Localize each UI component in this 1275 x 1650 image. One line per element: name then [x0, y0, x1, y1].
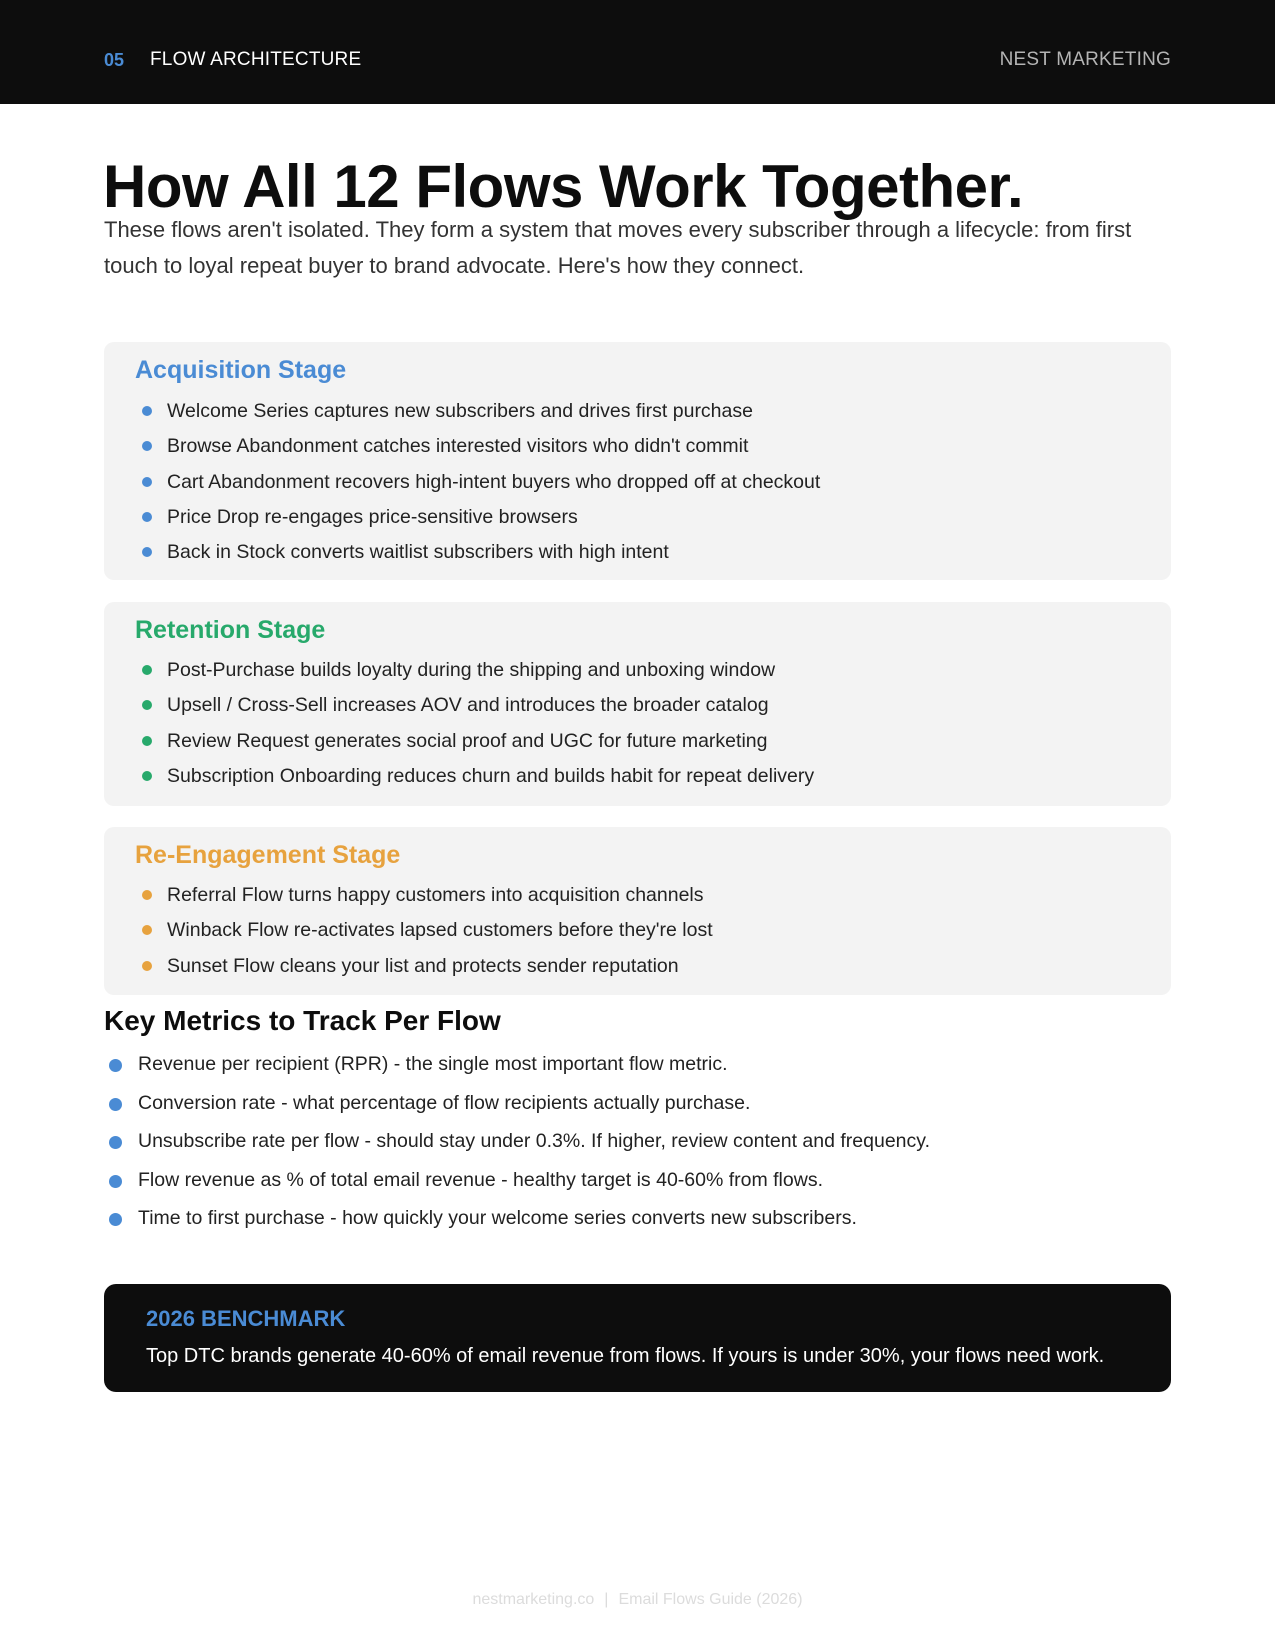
section-number: 05 [104, 50, 125, 70]
metrics-heading: Key Metrics to Track Per Flow [104, 1005, 501, 1036]
list-item: Upsell / Cross-Sell increases AOV and introduces the broader catalog [135, 693, 814, 728]
footer-site: nestmarketing.co [472, 1591, 595, 1608]
stage-list [135, 399, 820, 575]
page-header [0, 0, 1275, 104]
list-item: Revenue per recipient (RPR) - the single most important flow metric. [104, 1052, 930, 1091]
list-item: Sunset Flow cleans your list and protects sender reputation [135, 954, 713, 989]
brand-name: NEST MARKETING [999, 49, 1171, 70]
footer-doc-title: Email Flows Guide (2026) [618, 1591, 803, 1608]
bullet-icon [109, 1098, 122, 1111]
bullet-icon [109, 1213, 122, 1226]
stage-list [135, 658, 814, 799]
bullet-icon [109, 1175, 122, 1188]
bullet-icon [142, 441, 152, 451]
bullet-icon [142, 665, 152, 675]
list-item: Winback Flow re-activates lapsed customers before they're lost [135, 918, 713, 953]
list-item: Flow revenue as % of total email revenue - healthy target is 40-60% from flows. [104, 1168, 930, 1207]
benchmark-callout [104, 1284, 1171, 1392]
bullet-icon [142, 736, 152, 746]
benchmark-text: Top DTC brands generate 40-60% of email revenue from flows. If yours is under 30%, your flows need work. [146, 1345, 1105, 1367]
list-item: Post-Purchase builds loyalty during the shipping and unboxing window [135, 658, 814, 693]
acquisition-stage-card [104, 342, 1171, 580]
bullet-icon [142, 890, 152, 900]
bullet-icon [142, 961, 152, 971]
list-item: Unsubscribe rate per flow - should stay under 0.3%. If higher, review content and frequency. [104, 1129, 930, 1168]
bullet-icon [142, 700, 152, 710]
list-item: Back in Stock converts waitlist subscribers with high intent [135, 540, 820, 575]
stage-title: Re-Engagement Stage [135, 841, 401, 869]
re-engagement-stage-card [104, 827, 1171, 995]
list-item: Cart Abandonment recovers high-intent buyers who dropped off at checkout [135, 470, 820, 505]
bullet-icon [109, 1136, 122, 1149]
stage-title: Retention Stage [135, 616, 326, 644]
footer-separator: | [604, 1591, 609, 1608]
stage-title: Acquisition Stage [135, 356, 347, 384]
bullet-icon [142, 406, 152, 416]
bullet-icon [142, 771, 152, 781]
section-title: FLOW ARCHITECTURE [150, 49, 362, 70]
page-title: How All 12 Flows Work Together. [103, 153, 1024, 220]
list-item: Conversion rate - what percentage of flow recipients actually purchase. [104, 1091, 930, 1130]
metrics-list [104, 1052, 930, 1245]
bullet-icon [109, 1059, 122, 1072]
list-item: Review Request generates social proof and UGC for future marketing [135, 729, 814, 764]
retention-stage-card [104, 602, 1171, 806]
list-item: Referral Flow turns happy customers into acquisition channels [135, 883, 713, 918]
list-item: Welcome Series captures new subscribers and drives first purchase [135, 399, 820, 434]
list-item: Price Drop re-engages price-sensitive browsers [135, 505, 820, 540]
bullet-icon [142, 512, 152, 522]
list-item: Subscription Onboarding reduces churn and builds habit for repeat delivery [135, 764, 814, 799]
page-subtitle: These flows aren't isolated. They form a system that moves every subscriber through a lifecycle: from first touch to loyal repeat buyer to brand advocate. Here's how they connect. [104, 217, 1132, 278]
bullet-icon [142, 547, 152, 557]
stage-list [135, 883, 713, 989]
bullet-icon [142, 925, 152, 935]
page-footer [0, 1591, 1275, 1609]
list-item: Time to first purchase - how quickly your welcome series converts new subscribers. [104, 1206, 930, 1245]
list-item: Browse Abandonment catches interested visitors who didn't commit [135, 434, 820, 469]
benchmark-label: 2026 BENCHMARK [146, 1306, 346, 1331]
bullet-icon [142, 477, 152, 487]
